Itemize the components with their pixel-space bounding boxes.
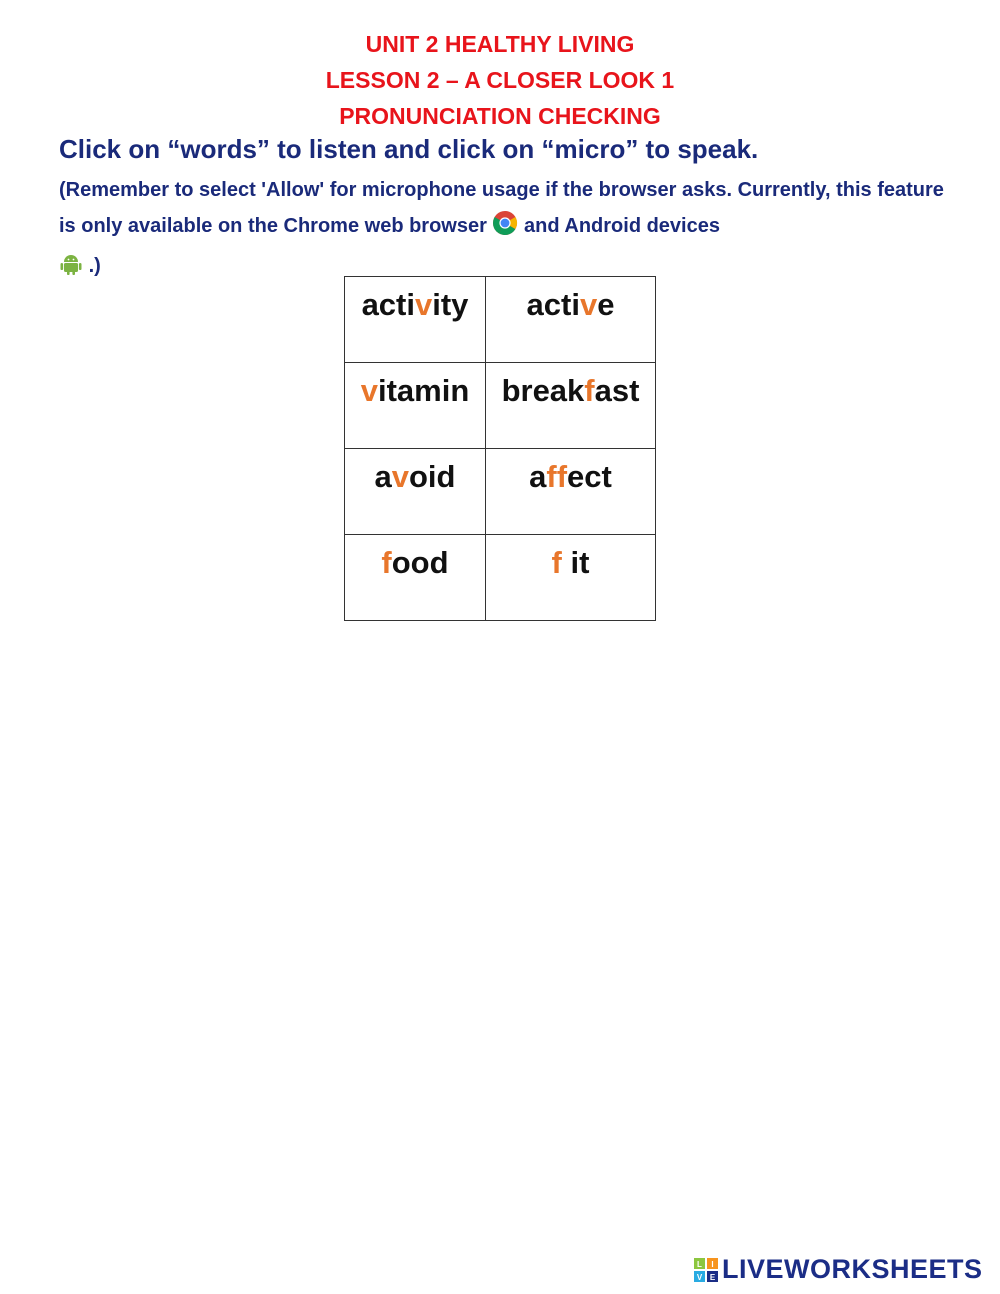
word-cell[interactable]: breakfast <box>486 363 656 449</box>
note-text-3: .) <box>88 255 101 277</box>
word-cell[interactable]: f it <box>486 535 656 621</box>
word-cell[interactable]: activity <box>345 277 486 363</box>
android-icon <box>59 252 83 288</box>
table-row <box>345 535 656 621</box>
word-cell[interactable]: food <box>345 535 486 621</box>
table-row <box>345 449 656 535</box>
chrome-icon <box>492 210 518 248</box>
live-badge-icon <box>694 1258 718 1282</box>
note-text-1: (Remember to select 'Allow' for microphone usage if the browser asks. Currently, this feature is only available on the Chrome web browser <box>59 179 944 237</box>
word-cell[interactable]: affect <box>486 449 656 535</box>
instruction-text: Click on “words” to listen and click on “micro” to speak. <box>59 134 759 164</box>
table-row <box>345 363 656 449</box>
lesson-title: LESSON 2 – A CLOSER LOOK 1 <box>325 67 675 93</box>
unit-title: UNIT 2 HEALTHY LIVING <box>365 31 635 57</box>
svg-text:V: V <box>696 1272 703 1282</box>
svg-text:L: L <box>697 1259 702 1269</box>
word-cell[interactable]: vitamin <box>345 363 486 449</box>
lesson-header <box>0 26 1000 134</box>
words-table <box>344 276 656 621</box>
note-text-2: and Android devices <box>524 215 720 237</box>
svg-text:I: I <box>711 1259 714 1269</box>
word-cell[interactable]: avoid <box>345 449 486 535</box>
svg-text:E: E <box>709 1272 716 1282</box>
browser-note <box>59 172 949 288</box>
word-cell[interactable]: active <box>486 277 656 363</box>
brand-name: LIVEWORKSHEETS <box>722 1254 983 1284</box>
table-row <box>345 277 656 363</box>
section-title: PRONUNCIATION CHECKING <box>339 103 661 129</box>
liveworksheets-logo <box>694 1254 983 1285</box>
